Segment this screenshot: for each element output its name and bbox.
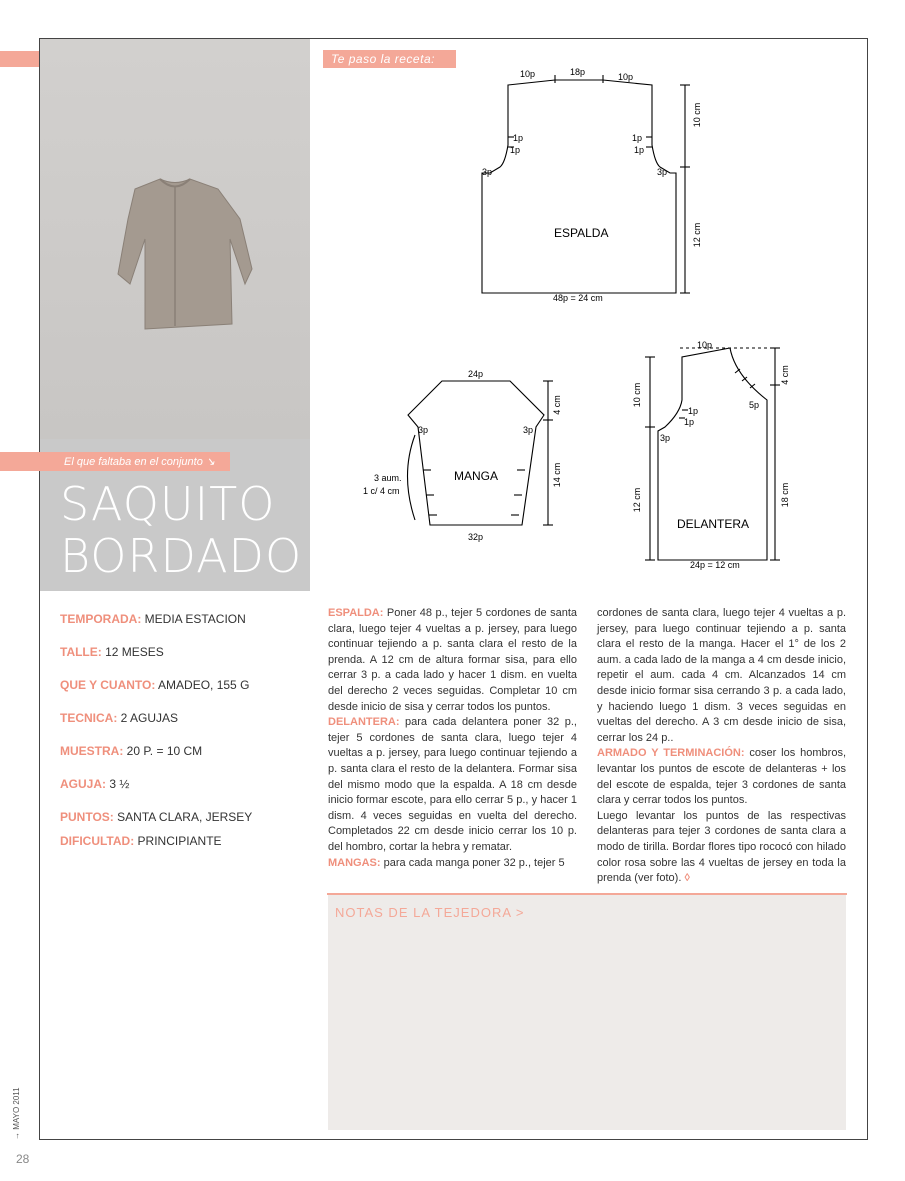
sweater-illustration — [40, 39, 310, 439]
subtitle: El que faltaba en el conjunto ↘ — [64, 456, 216, 468]
main-title — [60, 478, 302, 582]
spec-temporada: TEMPORADA: MEDIA ESTACION — [60, 612, 246, 626]
manga-right: 3p — [523, 425, 534, 435]
delantera-h-left-top: 10 cm — [632, 382, 642, 408]
manga-top: 24p — [468, 369, 484, 379]
espalda-p1: 1p — [513, 133, 524, 143]
end-mark: ◊ — [684, 872, 690, 885]
espalda-h-bot: 12 cm — [692, 222, 702, 248]
specs-list — [60, 612, 300, 867]
mangas-text-start: para cada manga poner 32 p., tejer 5 — [380, 856, 565, 869]
issue-date: → MAYO 2011 — [12, 1087, 21, 1140]
manga-aum2: 1 c/ 4 cm — [363, 486, 400, 496]
spec-talle: TALLE: 12 MESES — [60, 645, 164, 659]
page-number: 28 — [16, 1152, 30, 1166]
espalda-diagram — [482, 75, 690, 293]
manga-h-top: 4 cm — [552, 395, 562, 415]
espalda-h-top: 10 cm — [692, 102, 702, 128]
espalda-p2: 1p — [510, 145, 521, 155]
espalda-arm-right: 3p — [657, 167, 668, 177]
delantera-h-right-top: 4 cm — [780, 365, 790, 385]
mangas-text-cont: cordones de santa clara, luego tejer 4 vueltas a p. jersey, para luego continuar tejiendo a p. santa clara el resto de la manga. Hacer el 1° de los 2 aum. a cada lado de la manga a 4 cm desde inicio, repetir el aum. cada 4 cm. Alcanzados 14 cm desde inicio formar sisa cerrando 3 p. a cada lado, y haciendo luego 1 dism. 3 veces seguidas en vueltas del derecho. A 3 cm desde inicio de sisa, cerrar los 24 p.. — [597, 607, 846, 744]
delantera-labels — [632, 340, 790, 570]
title-line-2: BORDADO — [60, 529, 303, 583]
manga-bottom: 32p — [468, 532, 484, 542]
espalda-top-center: 18p — [570, 67, 586, 77]
spec-tecnica: TECNICA: 2 AGUJAS — [60, 711, 179, 725]
delantera-arm: 3p — [660, 433, 671, 443]
armado-heading: ARMADO Y TERMINACIÓN: — [597, 747, 745, 760]
spec-aguja: AGUJA: 3 ½ — [60, 777, 130, 791]
sweater-photo — [40, 39, 310, 439]
delantera-heading: DELANTERA: — [328, 716, 400, 729]
notes-box[interactable] — [328, 895, 846, 1130]
espalda-p4: 1p — [634, 145, 645, 155]
delantera-bottom: 24p = 12 cm — [690, 560, 740, 570]
spec-que-y-cuanto: QUE Y CUANTO: AMADEO, 155 G — [60, 678, 250, 692]
espalda-top-left: 10p — [520, 69, 536, 79]
manga-diagram — [408, 381, 554, 525]
text-column-2 — [597, 606, 846, 887]
delantera-top: 10p — [697, 340, 713, 350]
pattern-diagrams — [330, 55, 810, 575]
manga-aum1: 3 aum. — [374, 473, 402, 483]
delantera-neck: 5p — [749, 400, 760, 410]
notes-title: NOTAS DE LA TEJEDORA > — [335, 905, 525, 920]
top-tab — [0, 51, 39, 67]
espalda-top-right: 10p — [618, 72, 634, 82]
delantera-label: DELANTERA — [677, 517, 750, 531]
manga-h-bot: 14 cm — [552, 462, 562, 488]
spec-muestra: MUESTRA: 20 P. = 10 CM — [60, 744, 203, 758]
espalda-arm-left: 3p — [482, 167, 493, 177]
recipe-tag-label: Te paso la receta: — [331, 52, 435, 66]
delantera-h-right-bot: 18 cm — [780, 482, 790, 508]
text-column-1 — [328, 606, 577, 871]
manga-label: MANGA — [454, 469, 499, 483]
armado-text: coser los hombros, levantar los puntos de escote de delanteras + los del escote de espalda, tejer 3 cordones de santa clara y cerrar todos los puntos. — [597, 747, 846, 807]
spec-puntos: PUNTOS: SANTA CLARA, JERSEY — [60, 810, 253, 824]
espalda-label: ESPALDA — [554, 226, 609, 240]
title-line-1: SAQUITO — [60, 477, 276, 531]
manga-left: 3p — [418, 425, 429, 435]
final-text: Luego levantar los puntos de las respectivas delanteras para tejer 3 cordones de santa clara a modo de tirilla. Bordar flores tipo rococó con hilado color rosa sobre las 4 vueltas de jersey en toda la prenda (ver foto). — [597, 809, 846, 885]
delantera-p2: 1p — [684, 417, 695, 427]
spec-dificultad: DIFICULTAD: PRINCIPIANTE — [60, 834, 222, 848]
delantera-h-left-bot: 12 cm — [632, 487, 642, 513]
espalda-labels — [482, 67, 702, 303]
espalda-heading: ESPALDA: — [328, 607, 384, 619]
espalda-p3: 1p — [632, 133, 643, 143]
delantera-p1: 1p — [688, 406, 699, 416]
espalda-text: Poner 48 p., tejer 5 cordones de santa clara, luego tejer 4 vueltas a p. jersey, para luego continuar tejiendo a p. santa clara el resto de la prenda. A 12 cm de altura formar sisa, para ello cerrar 3 p. a cada lado y hacer 1 dism. en vuelta del derecho 2 veces seguidas. Completar 10 cm desde inicio de sisa y cerrar todos los puntos. — [328, 607, 577, 713]
delantera-text: para cada delantera poner 32 p., tejer 5 cordones de santa clara, luego tejer 4 vueltas a p. jersey, para luego continuar tejiendo a p. santa clara el resto de la delantera. Formar sisa del mismo modo que la espalda. A 18 cm desde inicio formar escote, para ello cerrar 5 p., y hacer 1 dism. 4 veces seguidas en vuelta del derecho. Completados 22 cm desde inicio cerrar los 10 p. del hombro, cortar la hebra y rematar. — [328, 716, 577, 853]
mangas-heading: MANGAS: — [328, 856, 381, 869]
espalda-bottom: 48p = 24 cm — [553, 293, 603, 303]
